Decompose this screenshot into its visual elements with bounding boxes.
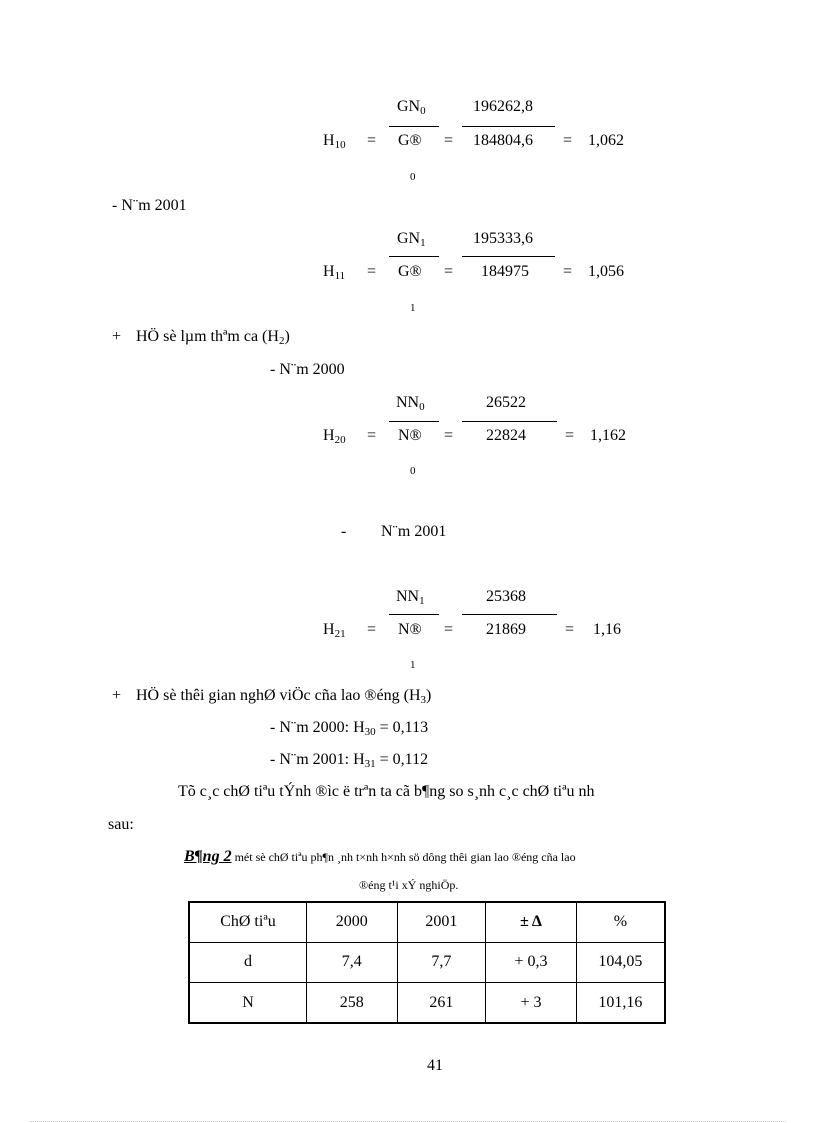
eq2-result: 1,056 <box>588 263 624 280</box>
eq1-result: 1,062 <box>588 132 624 149</box>
table-cell: 7,4 <box>306 942 397 982</box>
table-header-row <box>189 902 665 942</box>
eq3-fraction-bar-2 <box>462 421 557 422</box>
table-cell: 104,05 <box>576 942 665 982</box>
eq2-equals-1: = <box>367 263 377 280</box>
eq2-denominator-symbol: G® <box>398 263 422 280</box>
eq3-den-subscript: 0 <box>410 465 416 477</box>
eq3-denominator-symbol: N® <box>398 427 422 444</box>
table-header-cell: ± Δ <box>486 902 577 942</box>
eq2-numerator-symbol: $GN_1$ <box>397 230 426 249</box>
eq1-equals-3: = <box>563 132 573 149</box>
eq4-denominator-value: 21869 <box>486 621 526 638</box>
eq3-fraction-bar-1 <box>389 421 439 422</box>
eq1-fraction-bar-2 <box>462 126 555 127</box>
table-cell: d <box>189 942 306 982</box>
eq3-numerator-symbol: $NN_0$ <box>396 394 425 413</box>
eq2-den-subscript: 1 <box>410 302 416 314</box>
year-2001-label-a: - N¨m 2001 <box>112 197 187 214</box>
table-cell: + 3 <box>486 983 577 1023</box>
paragraph-line-2: sau: <box>108 816 134 833</box>
eq3-numerator-value: 26522 <box>486 394 526 411</box>
eq4-den-subscript: 1 <box>410 659 416 671</box>
eq4-numerator-symbol: $NN_1$ <box>396 588 425 607</box>
eq4-fraction-bar-1 <box>389 614 439 615</box>
eq1-den-subscript: 0 <box>410 171 416 183</box>
eq3-equals-3: = <box>565 427 575 444</box>
eq3-result: 1,162 <box>590 427 626 444</box>
h3-heading: HÖ sè thêi gian nghØ viÖc cña lao ®éng $(H_3)$ <box>136 687 432 706</box>
eq2-equals-3: = <box>563 263 573 280</box>
table-row <box>189 983 665 1023</box>
eq4-denominator-symbol: N® <box>398 621 422 638</box>
table-header-cell: ChØ tiªu <box>189 902 306 942</box>
eq1-numerator-value: 196262,8 <box>473 98 533 115</box>
eq4-fraction-bar-2 <box>462 614 557 615</box>
eq4-lhs: $H_{21}$ <box>323 621 346 640</box>
eq3-equals-2: = <box>444 427 454 444</box>
table-header-cell: % <box>576 902 665 942</box>
eq1-denominator-value: 184804,6 <box>473 132 533 149</box>
table-row <box>189 942 665 982</box>
eq2-lhs: $H_{11}$ <box>323 263 346 282</box>
h3-bullet: + <box>112 687 122 704</box>
eq1-fraction-bar-1 <box>389 126 439 127</box>
paragraph-line-1: Tõ c¸c chØ tiªu tÝnh ®ìc ë trªn ta cã b¶ng so s¸nh c¸c chØ tiªu nh <box>178 783 595 800</box>
table-cell: 101,16 <box>576 983 665 1023</box>
eq3-denominator-value: 22824 <box>486 427 526 444</box>
table-caption-text-2: ®éng t¹i xÝ nghiÖp. <box>359 878 459 892</box>
table-caption-label: B¶ng 2 <box>184 848 232 865</box>
eq1-equals-1: = <box>367 132 377 149</box>
h2-heading: HÖ sè lµm thªm ca $(H_2)$ <box>136 328 290 347</box>
table-cell: N <box>189 983 306 1023</box>
eq4-equals-3: = <box>565 621 575 638</box>
eq1-denominator-symbol: G® <box>398 132 422 149</box>
eq2-fraction-bar-1 <box>389 256 439 257</box>
table-caption <box>184 847 576 867</box>
year-2000-label-b: - N¨m 2000 <box>270 361 345 378</box>
table-cell: 258 <box>306 983 397 1023</box>
table-header-cell: 2001 <box>397 902 486 942</box>
eq1-numerator-symbol: $GN_0$ <box>397 98 426 117</box>
eq3-equals-1: = <box>367 427 377 444</box>
eq4-equals-1: = <box>367 621 377 638</box>
eq2-fraction-bar-2 <box>462 256 555 257</box>
table-cell: 7,7 <box>397 942 486 982</box>
table-header-cell: 2000 <box>306 902 397 942</box>
table-cell: + 0,3 <box>486 942 577 982</box>
table-caption-text-1: mét sè chØ tiªu ph¶n ¸nh t×nh h×nh sö dông thêi gian lao ®éng cña lao <box>231 850 576 864</box>
page-bottom-divider <box>30 1121 786 1122</box>
eq1-equals-2: = <box>444 132 454 149</box>
table-cell: 261 <box>397 983 486 1023</box>
eq2-equals-2: = <box>444 263 454 280</box>
eq4-result: 1,16 <box>593 621 621 638</box>
h30-line: - N¨m 2000: $H_{30} = 0,113$ <box>270 719 429 738</box>
h31-line: - N¨m 2001: $H_{31} = 0,112$ <box>270 751 429 770</box>
eq1-lhs: $H_{10}$ <box>323 132 346 151</box>
eq2-denominator-value: 184975 <box>481 263 529 280</box>
eq2-numerator-value: 195333,6 <box>473 230 533 247</box>
eq3-lhs: $H_{20}$ <box>323 427 346 446</box>
page-number: 41 <box>427 1057 443 1074</box>
eq4-numerator-value: 25368 <box>486 588 526 605</box>
eq4-equals-2: = <box>444 621 454 638</box>
year-2001-dash: - <box>341 523 347 540</box>
comparison-table <box>188 901 666 1024</box>
year-2001-label-b: N¨m 2001 <box>381 523 447 540</box>
h2-bullet: + <box>112 328 122 345</box>
